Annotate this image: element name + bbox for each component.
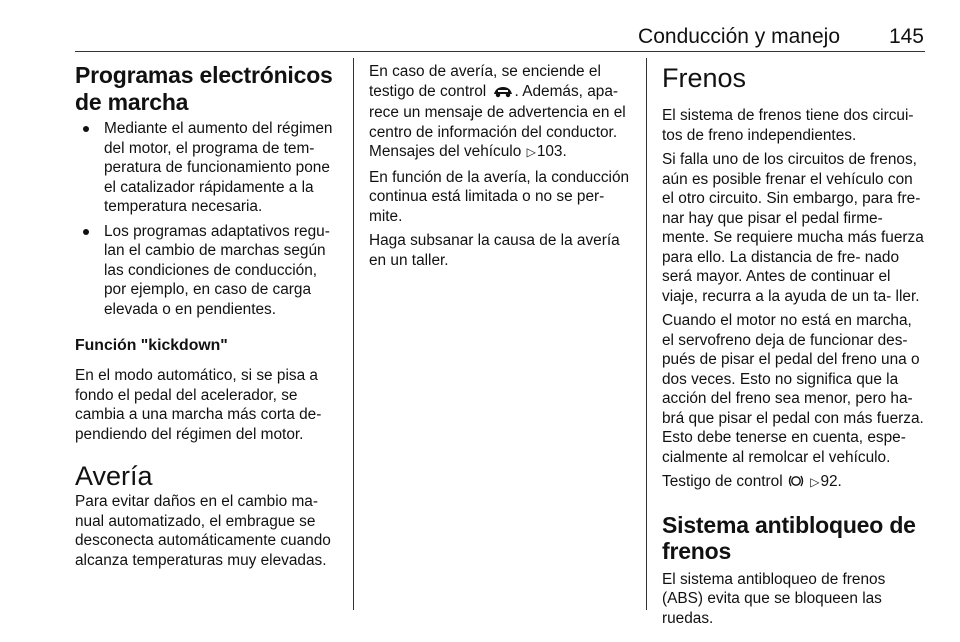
bullet-text: Los programas adaptativos regu- lan el cambio de marchas según las condiciones de conducción, por ejemplo, en caso de carga elevada o en pendientes. [104, 222, 330, 318]
bullet-icon [83, 229, 89, 235]
brakes-paragraph-1: El sistema de frenos tiene dos circui- tos de freno independientes. [662, 107, 914, 144]
fault-indicator-paragraph [369, 62, 635, 163]
reference-arrow-icon: ▷ [526, 145, 536, 159]
bullet-icon [83, 126, 89, 132]
column-3 [662, 62, 926, 628]
column-2 [369, 62, 635, 270]
list-item [75, 222, 343, 320]
header-section-title: Conducción y manejo [638, 25, 840, 48]
paragraph-text: En caso de avería, se enciende el testigo de control [369, 63, 601, 100]
brakes-paragraph-2: Si falla uno de los circuitos de frenos, aún es posible frenar el vehículo con el otro circuito. Sin embargo, para fre- nar hay que pisar el pedal firme- mente. Se requiere mucha más fuerza para ello. La distancia de fre- nado será mayor. Antes de continuar el viaje, recurra a la ayuda de un ta- ller. [662, 151, 924, 305]
page-reference: 103. [536, 143, 567, 160]
gearbox-warning-icon [492, 84, 514, 104]
brakes-indicator-paragraph [662, 472, 926, 494]
fault-heading: Avería [75, 461, 153, 491]
kickdown-paragraph: En el modo automático, si se pisa a fondo el pedal del acelerador, se cambia a una marcha más corta de- pendiendo del régimen del motor. [75, 367, 322, 443]
bullet-text: Mediante el aumento del régimen del motor, el programa de tem- peratura de funcionamiento pone el catalizador rápidamente a la temperatura necesaria. [104, 120, 333, 215]
paragraph-text: . Además, apa- rece un mensaje de advertencia en el centro de información del conductor. Mensajes del vehículo [369, 82, 626, 160]
page-number: 145 [888, 25, 924, 48]
abs-heading: Sistema antibloqueo de frenos [662, 511, 916, 564]
column-1 [75, 62, 343, 570]
column-separator-2 [646, 58, 647, 610]
header-rule [75, 51, 925, 52]
brakes-paragraph-3: Cuando el motor no está en marcha, el servofreno deja de funcionar des- pués de pisar el pedal del freno una o dos veces. Esto no significa que la acción del freno sea menor, pero ha- brá que pisar el pedal con más fuerza. Esto debe tenerse en cuenta, espe- cialmente al remolcar el vehículo. [662, 312, 924, 466]
workshop-paragraph: Haga subsanar la causa de la avería en un taller. [369, 232, 620, 269]
brake-warning-icon [788, 474, 804, 494]
fault-paragraph: Para evitar daños en el cambio ma- nual automatizado, el embrague se desconecta automáticamente cuando alcanza temperaturas muy elevadas. [75, 493, 331, 569]
programs-bullet-list [75, 119, 343, 319]
kickdown-heading: Función "kickdown" [75, 337, 228, 354]
abs-paragraph: El sistema antibloqueo de frenos (ABS) evita que se bloqueen las ruedas. [662, 570, 886, 627]
column-separator-1 [353, 58, 354, 610]
programs-heading: Programas electrónicos de marcha [75, 62, 333, 115]
reference-arrow-icon: ▷ [810, 475, 820, 489]
list-item [75, 119, 343, 217]
brakes-heading: Frenos [662, 63, 747, 93]
page-reference: 92. [820, 473, 842, 490]
paragraph-text: Testigo de control [662, 473, 783, 490]
limited-driving-paragraph: En función de la avería, la conducción continua está limitada o no se per- mite. [369, 168, 630, 225]
